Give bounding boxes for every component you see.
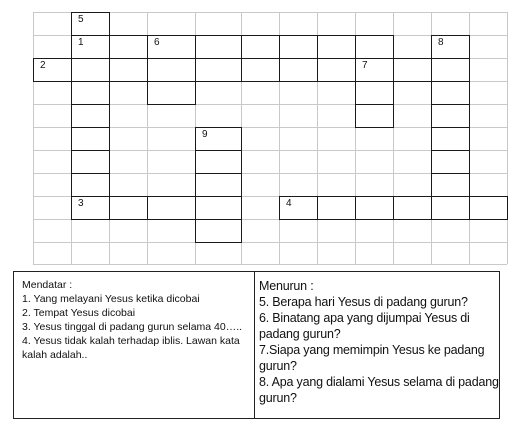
clue-down-5: 5. Berapa hari Yesus di padang gurun? — [259, 295, 468, 309]
mendatar-column — [14, 272, 255, 418]
answer-cell[interactable] — [355, 81, 394, 105]
grid-line — [33, 242, 507, 243]
answer-cell[interactable] — [241, 58, 280, 82]
clue-across-3: 3. Yesus tinggal di padang gurun selama 40….. — [22, 321, 243, 333]
mendatar-title: Mendatar : — [22, 279, 73, 291]
clue-across-2: 2. Tempat Yesus dicobai — [22, 307, 136, 319]
clue-down-6: 6. Binatang apa yang dijumpai Yesus di padang gurun? — [259, 311, 470, 341]
answer-cell[interactable] — [33, 58, 72, 82]
answer-cell[interactable] — [71, 81, 110, 105]
answer-cell[interactable] — [195, 150, 242, 174]
answer-cell[interactable] — [195, 58, 242, 82]
answer-cell[interactable] — [431, 173, 470, 197]
answer-cell[interactable] — [147, 81, 196, 105]
answer-cell[interactable] — [71, 127, 110, 151]
answer-cell[interactable] — [71, 150, 110, 174]
answer-cell[interactable] — [431, 58, 470, 82]
answer-cell[interactable] — [431, 81, 470, 105]
answer-cell[interactable] — [317, 58, 356, 82]
clue-number: 2 — [40, 60, 46, 71]
clue-across-1: 1. Yang melayani Yesus ketika dicobai — [22, 293, 200, 305]
answer-cell[interactable] — [147, 58, 196, 82]
answer-cell[interactable] — [71, 104, 110, 128]
answer-cell[interactable] — [241, 35, 280, 59]
answer-cell[interactable] — [195, 173, 242, 197]
answer-cell[interactable] — [431, 150, 470, 174]
clue-number: 9 — [202, 129, 208, 140]
answer-cell[interactable] — [195, 35, 242, 59]
answer-cell[interactable] — [355, 58, 394, 82]
clue-across-4: 4. Yesus tidak kalah terhadap iblis. Lawan kata kalah adalah.. — [22, 335, 240, 361]
answer-cell[interactable] — [317, 196, 356, 220]
answer-cell[interactable] — [431, 127, 470, 151]
grid-line — [507, 12, 508, 264]
answer-cell[interactable] — [279, 58, 318, 82]
answer-cell[interactable] — [71, 58, 110, 82]
clue-down-7: 7.Siapa yang memimpin Yesus ke padang gurun? — [259, 343, 485, 373]
answer-cell[interactable] — [109, 58, 148, 82]
clue-number: 4 — [286, 198, 292, 209]
answer-cell[interactable] — [109, 35, 148, 59]
answer-cell[interactable] — [71, 173, 110, 197]
answer-cell[interactable] — [317, 35, 356, 59]
answer-cell[interactable] — [431, 196, 470, 220]
answer-cell[interactable] — [71, 35, 110, 59]
answer-cell[interactable] — [355, 196, 394, 220]
grid-line — [33, 12, 34, 264]
answer-cell[interactable] — [279, 35, 318, 59]
answer-cell[interactable] — [71, 12, 110, 36]
answer-cell[interactable] — [109, 196, 148, 220]
answer-cell[interactable] — [71, 196, 110, 220]
menurun-column — [255, 272, 499, 418]
answer-cell[interactable] — [355, 35, 394, 59]
answer-cell[interactable] — [393, 196, 432, 220]
clue-number: 1 — [78, 37, 84, 48]
answer-cell[interactable] — [355, 104, 394, 128]
answer-cell[interactable] — [431, 35, 470, 59]
answer-cell[interactable] — [431, 104, 470, 128]
grid-line — [33, 264, 507, 265]
clue-number: 7 — [362, 60, 368, 71]
clue-number: 3 — [78, 198, 84, 209]
clue-number: 5 — [78, 14, 84, 25]
answer-cell[interactable] — [393, 58, 432, 82]
clue-number: 8 — [438, 37, 444, 48]
answer-cell[interactable] — [469, 196, 508, 220]
clue-number: 6 — [154, 37, 160, 48]
answer-cell[interactable] — [147, 196, 196, 220]
answer-cell[interactable] — [279, 196, 318, 220]
answer-cell[interactable] — [195, 196, 242, 220]
menurun-title: Menurun : — [259, 279, 314, 293]
answer-cell[interactable] — [195, 219, 242, 243]
clue-table — [13, 271, 500, 419]
clue-down-8: 8. Apa yang dialami Yesus selama di padang gurun? — [259, 375, 499, 405]
